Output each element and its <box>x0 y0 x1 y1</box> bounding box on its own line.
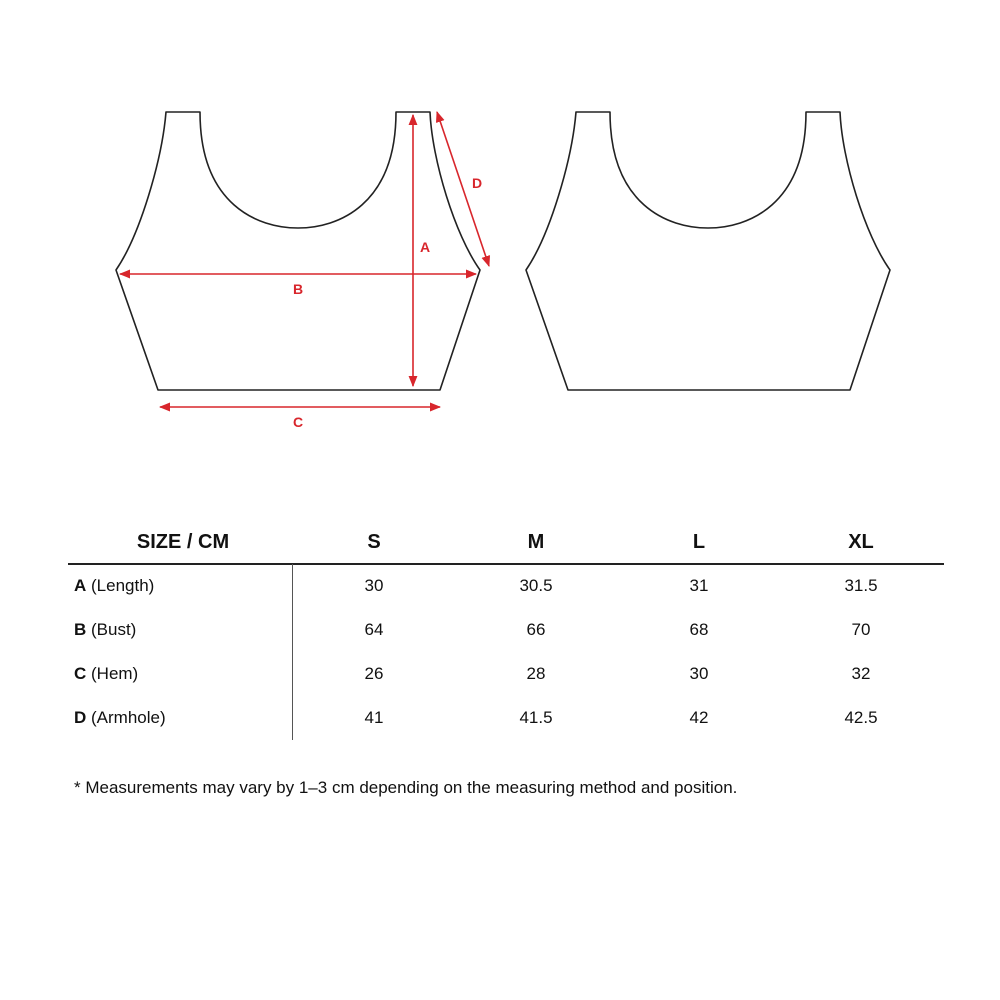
row-label <box>74 696 166 740</box>
table-cell: 70 <box>851 620 871 639</box>
table-cell: 66 <box>526 620 546 639</box>
table-row-hem <box>68 652 944 696</box>
back-garment-outline <box>526 112 890 390</box>
garment-diagram <box>0 0 1000 470</box>
table-row-length <box>68 564 944 608</box>
label-b: B <box>293 281 304 297</box>
row-label <box>74 652 138 696</box>
header-size-cm: SIZE / CM <box>136 531 230 553</box>
table-cell: 31.5 <box>844 576 878 595</box>
row-letter: C <box>74 664 87 683</box>
table-cell: 42.5 <box>844 708 878 727</box>
row-name: (Length) <box>86 576 155 595</box>
header-size-l: L <box>692 531 706 553</box>
table-cell: 41.5 <box>519 708 553 727</box>
label-d: D <box>472 175 483 191</box>
row-letter: D <box>74 708 87 727</box>
row-letter: A <box>74 576 87 595</box>
table-row-armhole <box>68 696 944 740</box>
table-cell: 41 <box>364 708 384 727</box>
header-size-s: S <box>367 531 381 553</box>
table-cell: 31 <box>689 576 709 595</box>
row-name: (Armhole) <box>86 708 166 727</box>
size-table <box>68 520 944 740</box>
table-cell: 42 <box>689 708 709 727</box>
table-cell: 64 <box>364 620 384 639</box>
table-cell: 68 <box>689 620 709 639</box>
header-size-xl: XL <box>848 531 874 553</box>
row-label <box>74 564 154 608</box>
header-size-m: M <box>527 531 545 553</box>
row-label <box>74 608 136 652</box>
label-a: A <box>420 239 431 255</box>
table-cell: 32 <box>851 664 871 683</box>
row-name: (Hem) <box>86 664 139 683</box>
row-letter: B <box>74 620 87 639</box>
table-cell: 30.5 <box>519 576 553 595</box>
table-cell: 28 <box>526 664 546 683</box>
table-cell: 26 <box>364 664 384 683</box>
table-cell: 30 <box>689 664 709 683</box>
measurement-note: * Measurements may vary by 1–3 cm depending on the measuring method and position. <box>74 778 738 797</box>
label-c: C <box>293 414 304 430</box>
row-name: (Bust) <box>86 620 137 639</box>
table-row-bust <box>68 608 944 652</box>
table-cell: 30 <box>364 576 384 595</box>
